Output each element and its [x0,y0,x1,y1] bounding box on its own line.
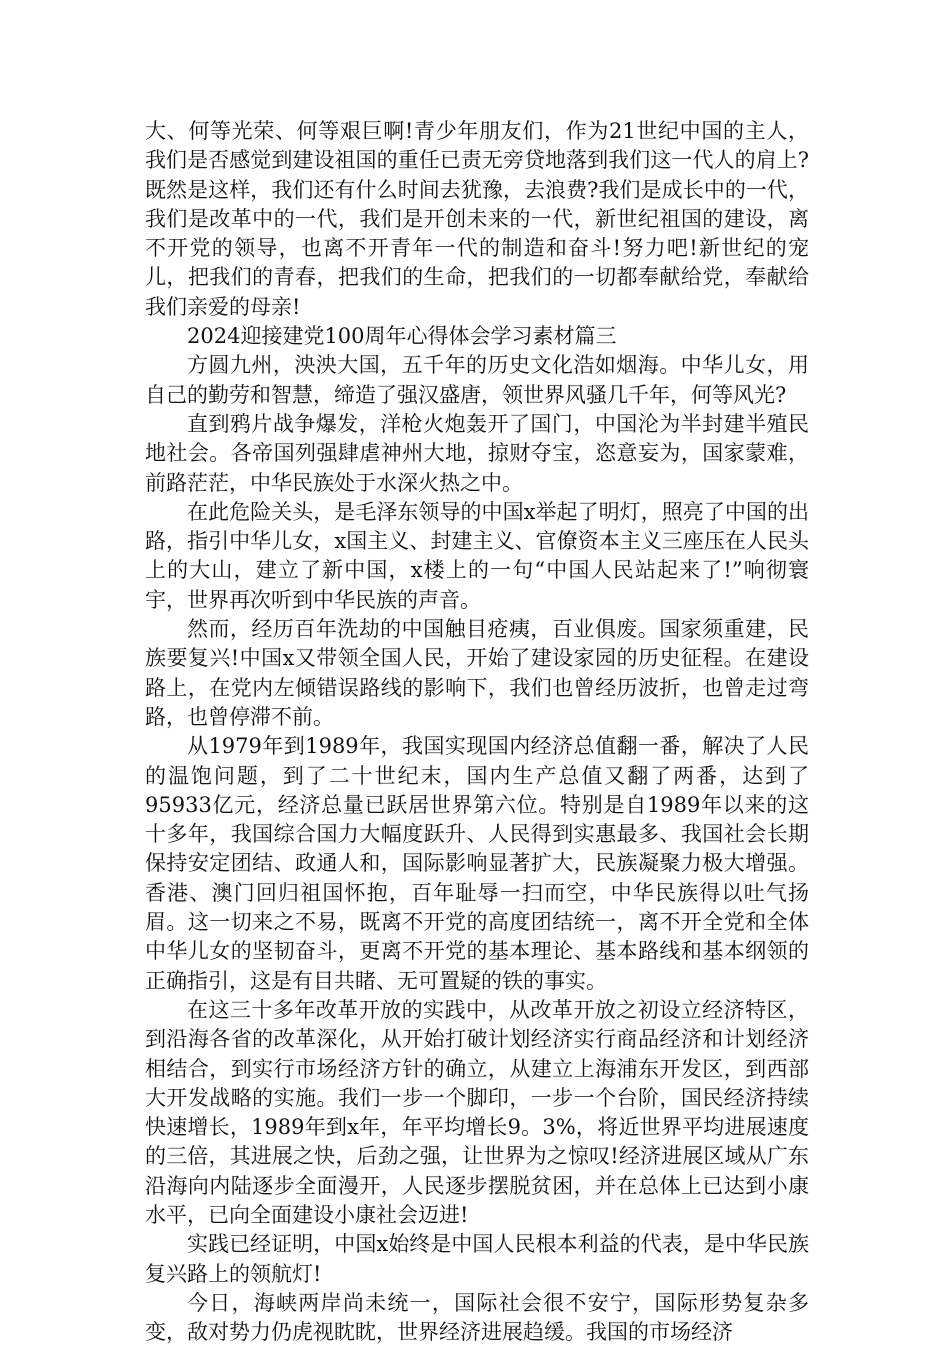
paragraph: 在这三十多年改革开放的实践中，从改革开放之初设立经济特区，到沿海各省的改革深化，从开始打破计划经济实行商品经济和计划经济相结合，到实行市场经济方针的确立，从建立上海浦东开发区，到西部大开发战略的实施。我们一步一个脚印，一步一个台阶，国民经济持续快速增长，1989年到x年，年平均增长9。3%，将近世界平均进展速度的三倍，其进展之快，后劲之强，让世界为之惊叹!经济进展区域从广东沿海向内陆逐步全面漫开，人民逐步摆脱贫困，并在总体上已达到小康水平，已向全面建设小康社会迈进! [145,997,809,1227]
paragraph: 方圆九州，泱泱大国，五千年的历史文化浩如烟海。中华儿女，用自己的勤劳和智慧，缔造了强汉盛唐，领世界风骚几千年，何等风光? [145,353,809,407]
paragraph: 直到鸦片战争爆发，洋枪火炮轰开了国门，中国沦为半封建半殖民地社会。各帝国列强肆虐神州大地，掠财夺宝，恣意妄为，国家蒙难，前路茫茫，中华民族处于水深火热之中。 [145,411,809,495]
paragraph-continued: 大、何等光荣、何等艰巨啊!青少年朋友们，作为21世纪中国的主人，我们是否感觉到建设祖国的重任已责无旁贷地落到我们这一代人的肩上?既然是这样，我们还有什么时间去犹豫，去浪费?我们是成长中的一代，我们是改革中的一代，我们是开创未来的一代，新世纪祖国的建设，离不开党的领导，也离不开青年一代的制造和奋斗!努力吧!新世纪的宠儿，把我们的青春，把我们的生命，把我们的一切都奉献给党，奉献给我们亲爱的母亲! [145,119,809,319]
paragraph: 然而，经历百年洗劫的中国触目疮痍，百业俱废。国家须重建，民族要复兴!中国x又带领全国人民，开始了建设家园的历史征程。在建设路上，在党内左倾错误路线的影响下，我们也曾经历波折，也曾走过弯路，也曾停滞不前。 [145,617,809,729]
section-heading: 2024迎接建党100周年心得体会学习素材篇三 [187,324,617,349]
paragraph: 今日，海峡两岸尚未统一，国际社会很不安宁，国际形势复杂多变，敌对势力仍虎视眈眈，世界经济进展趋缓。我国的市场经济 [145,1290,809,1345]
paragraph: 从1979年到1989年，我国实现国内经济总值翻一番，解决了人民的温饱问题，到了二十世纪末，国内生产总值又翻了两番，达到了95933亿元，经济总量已跃居世界第六位。特别是自1989年以来的这十多年，我国综合国力大幅度跃升、人民得到实惠最多、我国社会长期保持安定团结、政通人和，国际影响显著扩大，民族凝聚力极大增强。香港、澳门回归祖国怀抱，百年耻辱一扫而空，中华民族得以吐气扬眉。这一切来之不易，既离不开党的高度团结统一，离不开全党和全体中华儿女的坚韧奋斗，更离不开党的基本理论、基本路线和基本纲领的正确指引，这是有目共睹、无可置疑的铁的事实。 [145,734,809,993]
paragraph: 在此危险关头，是毛泽东领导的中国x举起了明灯，照亮了中国的出路，指引中华儿女，x国主义、封建主义、官僚资本主义三座压在人民头上的大山，建立了新中国，x楼上的一句“中国人民站起来了!”响彻寰宇，世界再次听到中华民族的声音。 [145,499,809,612]
document-body [145,117,809,1347]
paragraph: 实践已经证明，中国x始终是中国人民根本利益的代表，是中华民族复兴路上的领航灯! [145,1232,809,1286]
